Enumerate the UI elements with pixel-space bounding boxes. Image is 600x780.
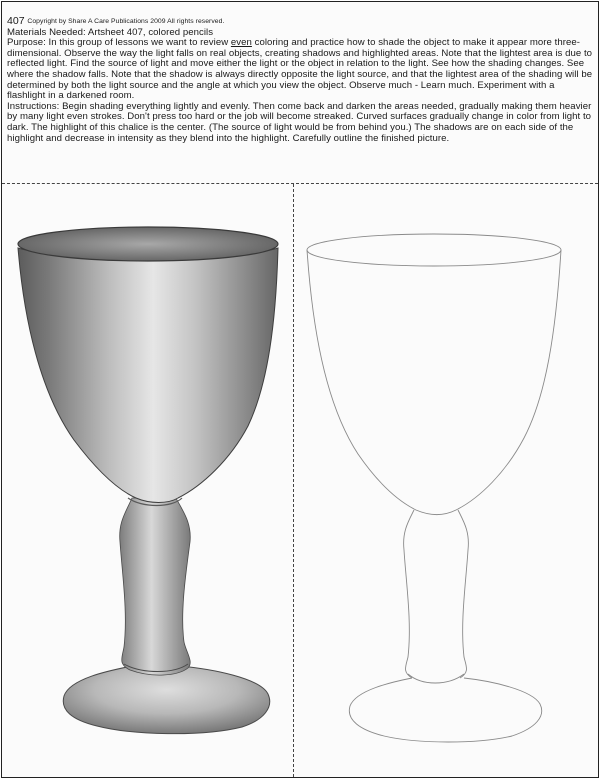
shaded-bowl	[18, 248, 278, 503]
instructions-paragraph: Instructions: Begin shading everything lightly and evenly. Then come back and darken the areas needed, gradually making them heavier by many light even strokes. Don't press too hard or the job will become streaked. Curved surfaces gradually change in color from light to dark. The highlight of this chalice is the center. (The source of light would be from behind you.) The shadows are on each side of the highlight and decrease in intensity as they blend into the highlight. Carefully outline the finished picture.	[7, 100, 592, 144]
sheet-number: 407	[7, 15, 25, 27]
outline-bowl	[307, 250, 561, 515]
artsheet-page	[1, 1, 599, 778]
materials-line: Materials Needed: Artsheet 407, colored pencils	[7, 26, 214, 38]
copyright-notice: Copyright by Share A Care Publications 2009 All rights reserved.	[27, 18, 225, 25]
shaded-stem	[120, 498, 191, 675]
outline-stem	[404, 510, 469, 678]
outline-stem-collar	[408, 674, 464, 683]
purpose-paragraph: Purpose: In this group of lessons we want to review even coloring and practice how to shade the object to make it appear more three-dimensional. Observe the way the light falls on real objects, creating shadows and highlighted areas. Note that the lightest area is due to reflected light. Find the source of light and move either the light or the object in relation to the light. See how the shading changes. See where the shadow falls. Note that the shadow is always directly opposite the light source, and that the lightest area of the shading will be determined by both the light source and the angle at which you view the object. Observe much - Learn much. Experiment with a flashlight in a darkened room.	[7, 37, 593, 102]
shaded-rim	[18, 227, 278, 261]
artwork-layer	[2, 2, 598, 777]
underlined-word: even	[230, 37, 252, 49]
outline-rim	[307, 234, 561, 266]
outline-base	[349, 678, 541, 742]
shaded-chalice	[18, 227, 278, 734]
outline-chalice	[307, 234, 561, 742]
shaded-base	[63, 666, 269, 734]
